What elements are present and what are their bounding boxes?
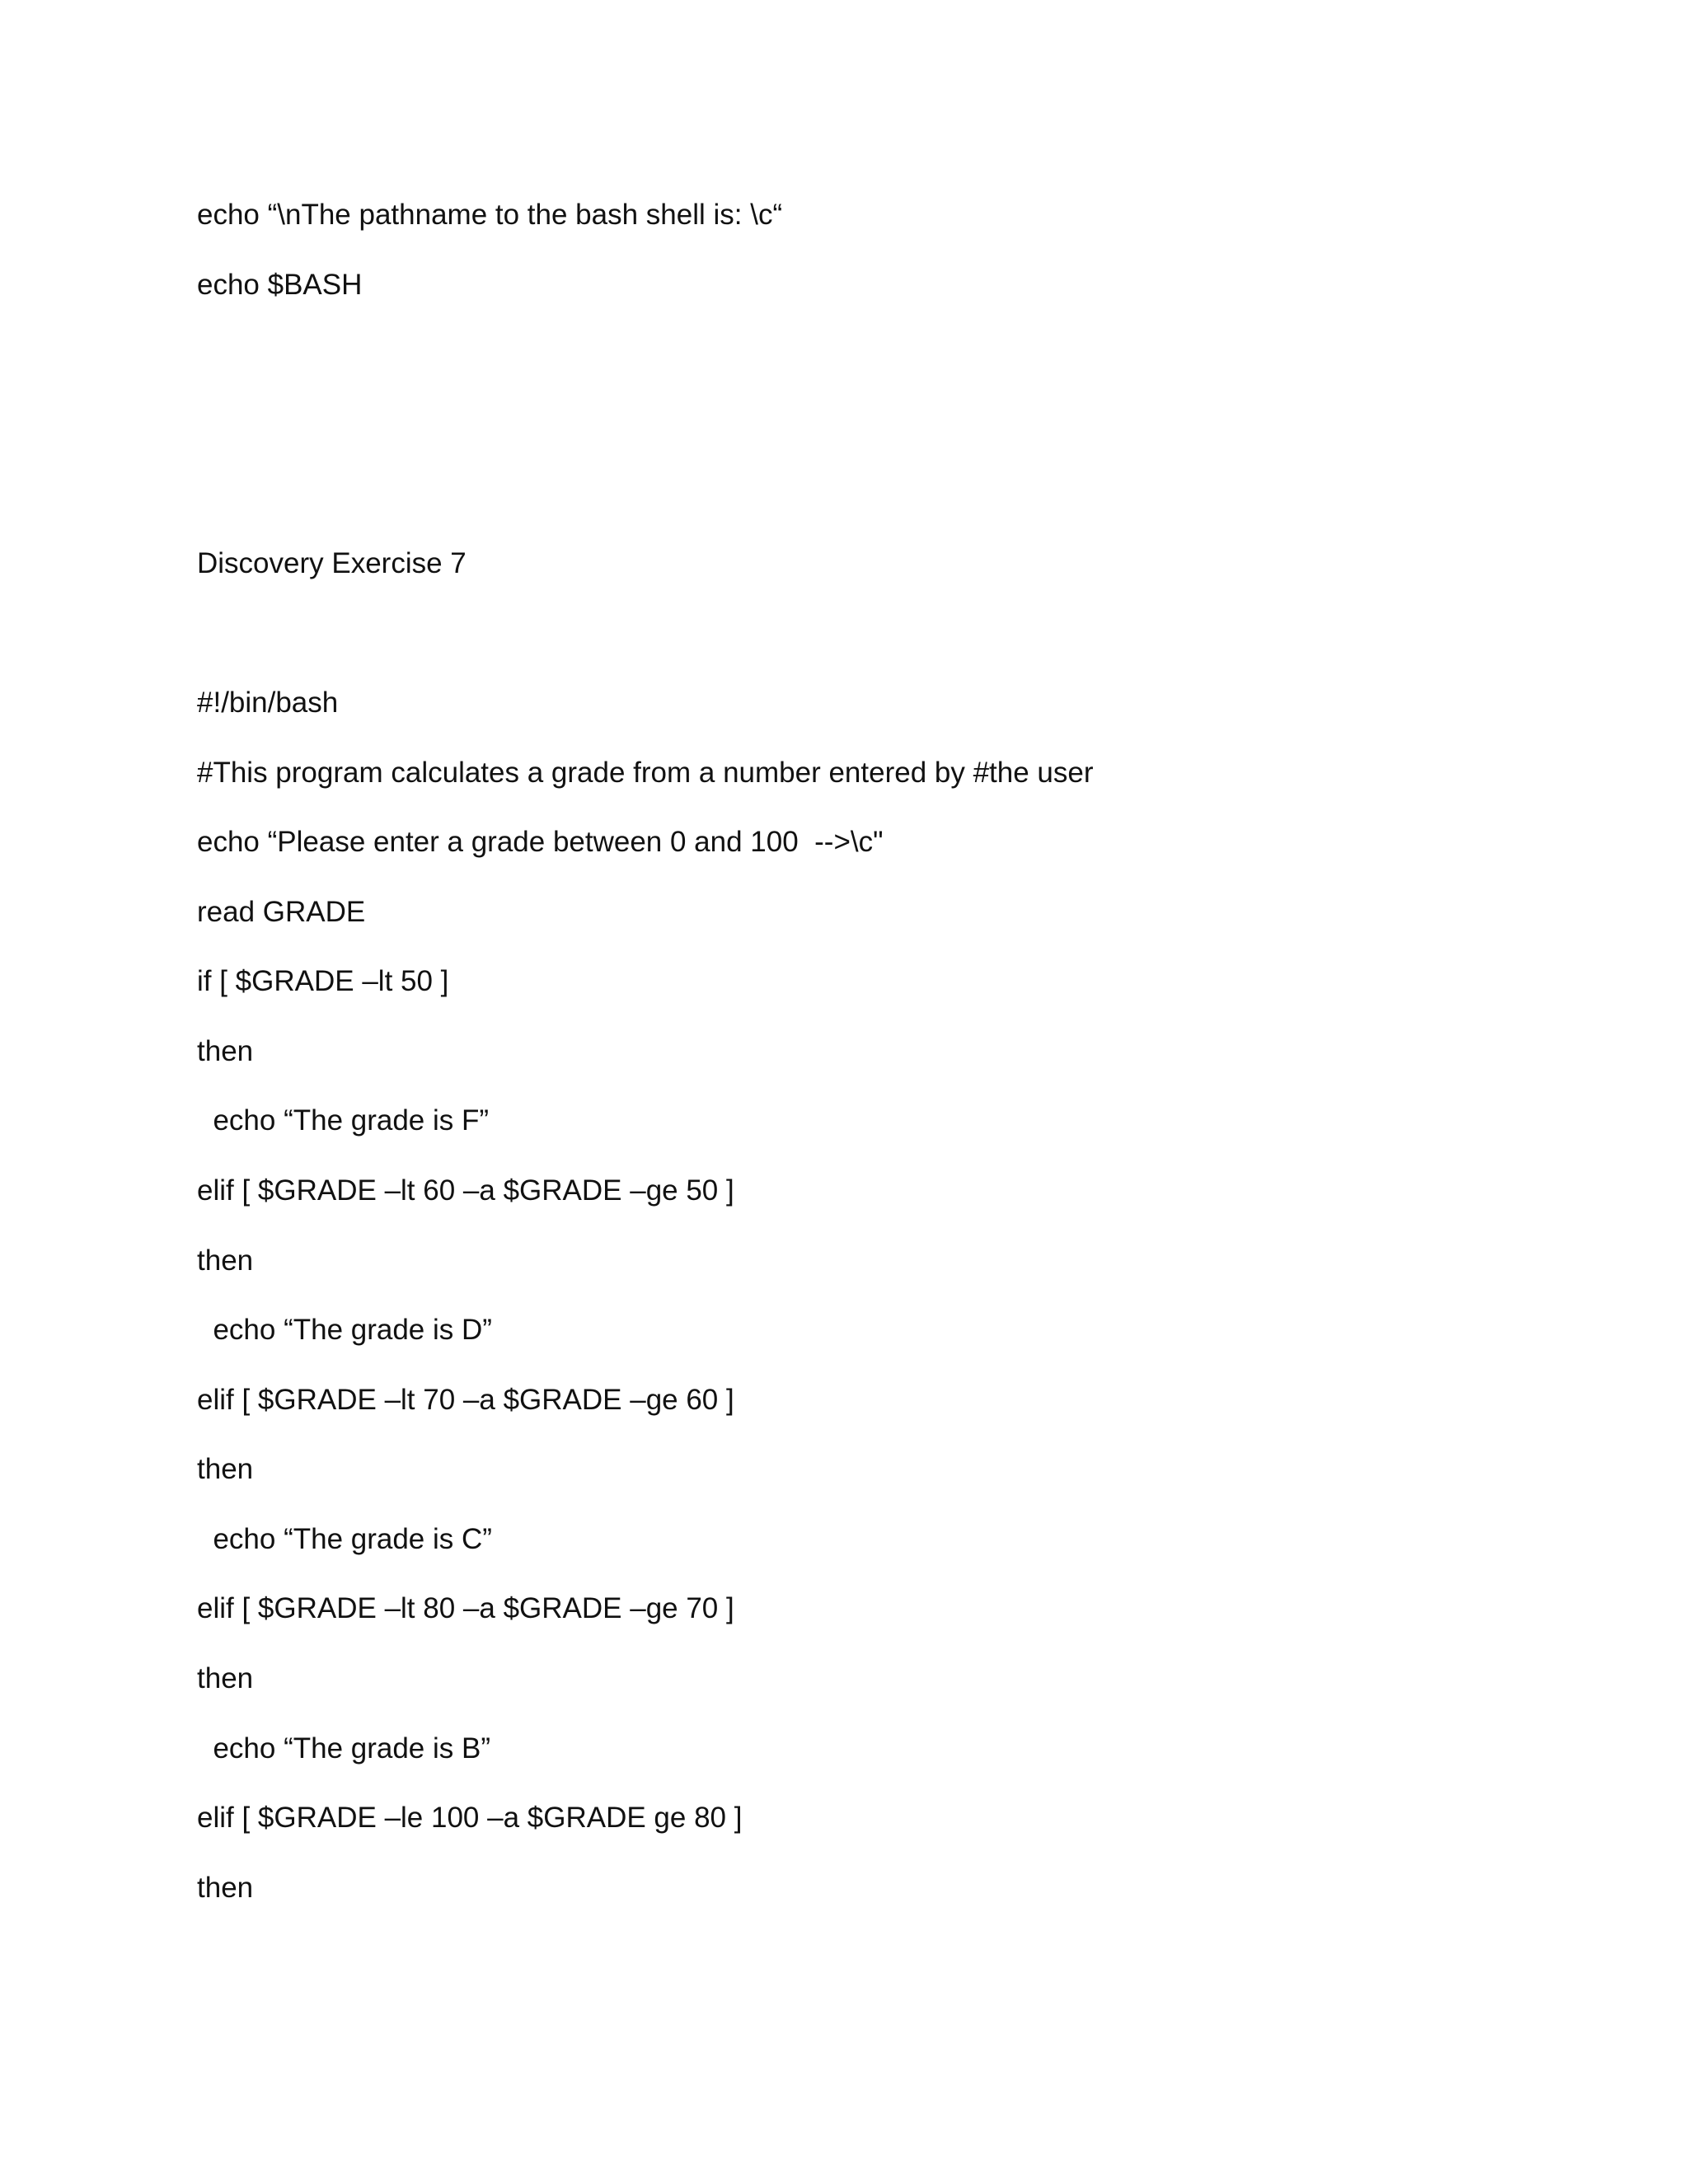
code-line-elif-b: elif [ $GRADE –lt 80 –a $GRADE –ge 70 ] xyxy=(197,1592,734,1624)
code-line-then: then xyxy=(197,1872,254,1904)
code-line-echo-d: echo “The grade is D” xyxy=(197,1314,492,1346)
code-line-read: read GRADE xyxy=(197,896,366,928)
code-line-elif-a: elif [ $GRADE –le 100 –a $GRADE ge 80 ] xyxy=(197,1802,743,1834)
code-line-echo-b: echo “The grade is B” xyxy=(197,1732,490,1765)
code-line-comment: #This program calculates a grade from a number entered by #the user xyxy=(197,757,1094,789)
code-line-elif-d: elif [ $GRADE –lt 60 –a $GRADE –ge 50 ] xyxy=(197,1174,734,1207)
section-heading: Discovery Exercise 7 xyxy=(197,547,467,579)
code-line-echo-f: echo “The grade is F” xyxy=(197,1104,490,1137)
code-line-then: then xyxy=(197,1035,254,1067)
code-line-then: then xyxy=(197,1453,254,1485)
code-line-then: then xyxy=(197,1244,254,1277)
code-line-shebang: #!/bin/bash xyxy=(197,687,339,719)
code-line-echo-pathname: echo “\nThe pathname to the bash shell is: \c“ xyxy=(197,199,783,231)
code-line-echo-c: echo “The grade is C” xyxy=(197,1523,492,1555)
code-line-then: then xyxy=(197,1662,254,1694)
code-line-elif-c: elif [ $GRADE –lt 70 –a $GRADE –ge 60 ] xyxy=(197,1384,734,1416)
code-line-echo-bash: echo $BASH xyxy=(197,269,363,301)
code-line-echo-prompt: echo “Please enter a grade between 0 and 100 -->\c" xyxy=(197,826,884,858)
code-line-if: if [ $GRADE –lt 50 ] xyxy=(197,965,449,997)
